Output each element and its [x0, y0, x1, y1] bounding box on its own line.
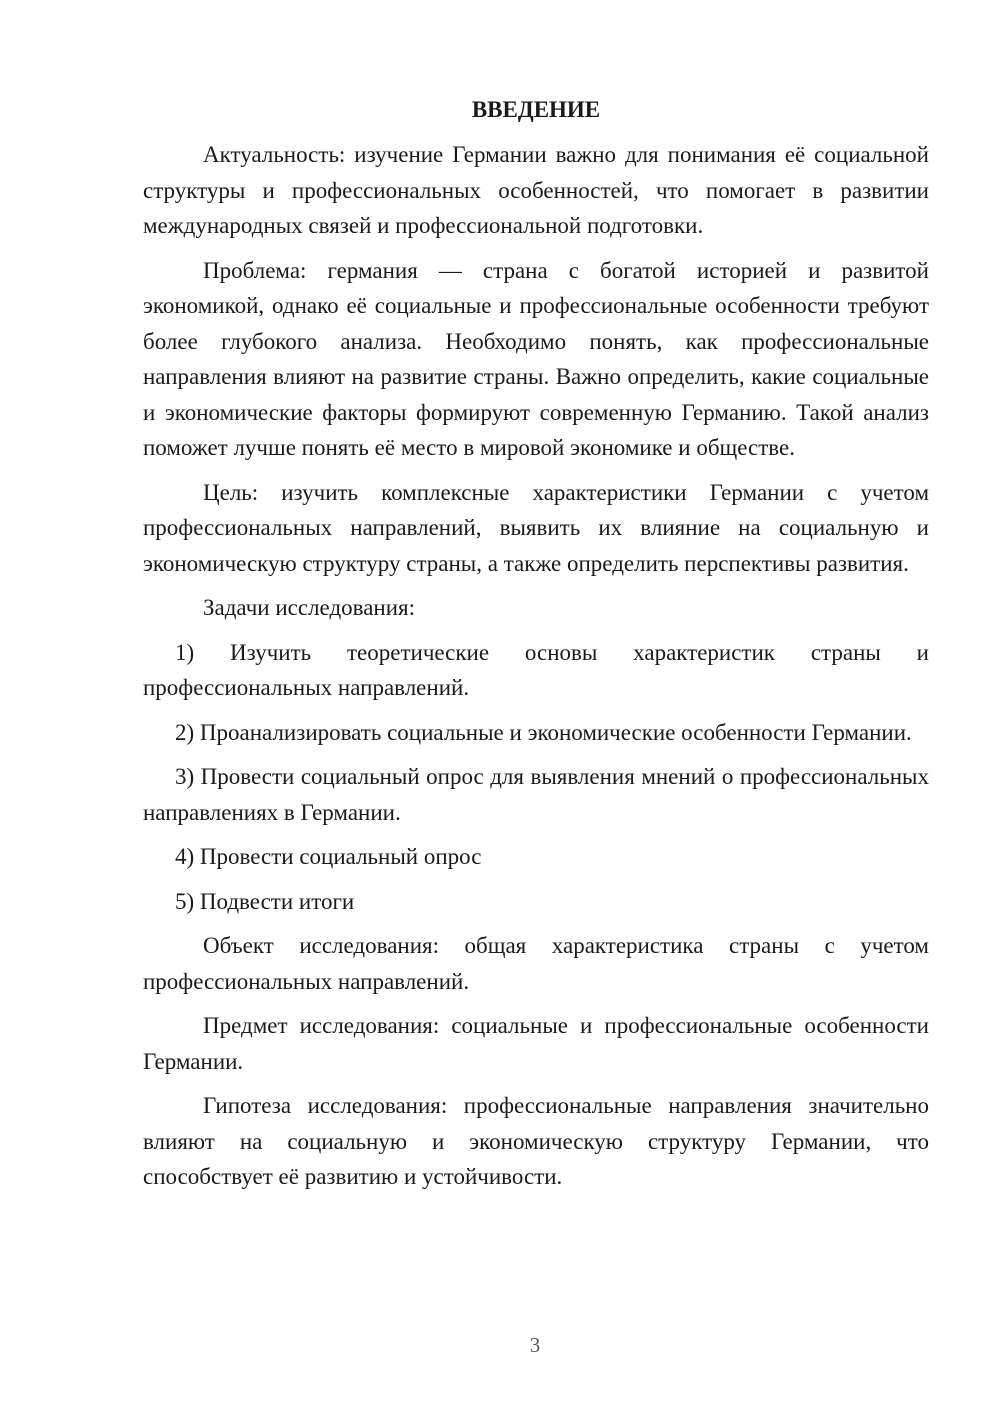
page-body [143, 92, 929, 1204]
task-item-1: 1) Изучить теоретические основы характеристик страны и профессиональных направлений. [143, 639, 929, 700]
task-item-2: 2) Проанализировать социальные и экономические особенности Германии. [175, 719, 912, 745]
page-number: 3 [529, 1333, 541, 1357]
paragraph-object: Объект исследования: общая характеристика страны с учетом профессиональных направлений. [143, 933, 929, 994]
task-item-4: 4) Провести социальный опрос [175, 844, 482, 869]
paragraph-tasks-heading: Задачи исследования: [203, 595, 416, 620]
paragraph-goal: Цель: изучить комплексные характеристики Германии с учетом профессиональных направлений, выявить их влияние на социальную и экономическую структуру страны, а также определить перспективы развития. [143, 479, 929, 576]
task-item-5: 5) Подвести итоги [175, 888, 355, 914]
section-title: ВВЕДЕНИЕ [471, 97, 601, 122]
task-item-3: 3) Провести социальный опрос для выявления мнений о профессиональных направлениях в Германии. [143, 764, 929, 825]
paragraph-problem: Проблема: германия — страна с богатой историей и развитой экономикой, однако её социальные и профессиональные особенности требуют более глубокого анализа. Необходимо понять, как профессиональные направления влияют на развитие страны. Важно определить, какие социальные и экономические факторы формируют современную Германию. Такой анализ поможет лучше понять её место в мировой экономике и обществе. [143, 257, 929, 460]
paragraph-subject: Предмет исследования: социальные и профессиональные особенности Германии. [143, 1013, 929, 1074]
paragraph-relevance: Актуальность: изучение Германии важно для понимания её социальной структуры и профессиональных особенностей, что помогает в развитии международных связей и профессиональной подготовки. [143, 142, 929, 238]
paragraph-hypothesis: Гипотеза исследования: профессиональные направления значительно влияют на социальную и экономическую структуру Германии, что способствует её развитию и устойчивости. [143, 1093, 929, 1189]
